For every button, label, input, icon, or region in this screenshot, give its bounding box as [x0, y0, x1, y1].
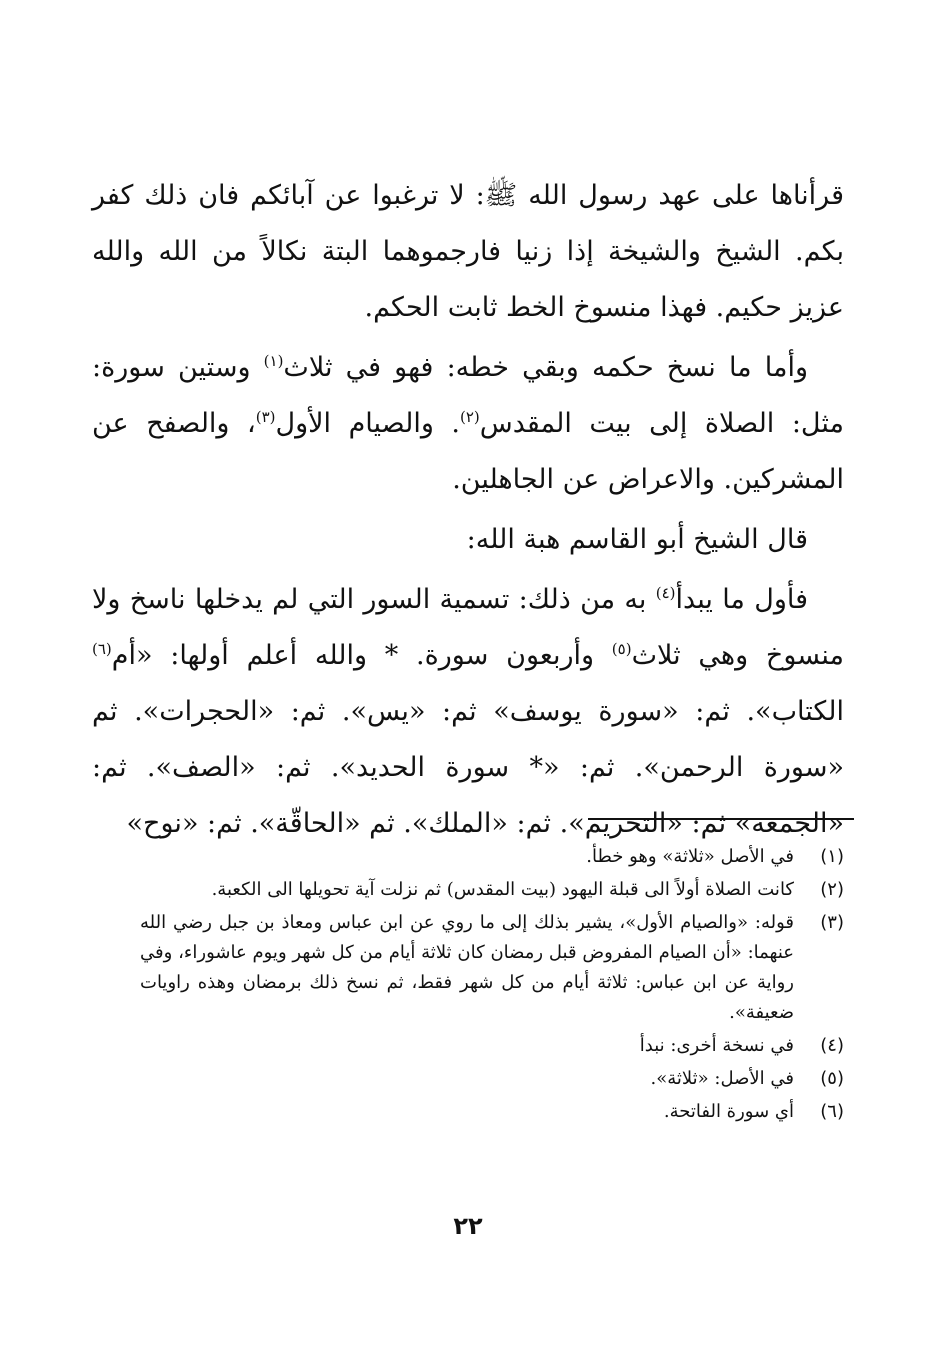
footnotes	[140, 842, 844, 1130]
footnote-marker: (١)	[263, 352, 284, 370]
footnote-number: (٤)	[820, 1035, 844, 1056]
footnote-marker: (٥)	[611, 640, 632, 658]
footnote-text: في الأصل: «ثلاثة».	[650, 1068, 794, 1089]
footnote-marker: (٢)	[459, 408, 480, 426]
paragraph: وأما ما نسخ حكمه وبقي خطه: فهو في ثلاث$^{(١)}$ وستين سورة: مثل: الصلاة إلى بيت المقدس$^{(٢)}$. والصيام الأول$^{(٣)}$، والصفح عن المشركين. والاعراض عن الجاهلين.	[92, 352, 844, 495]
footnote-separator	[588, 818, 854, 820]
footnote-marker: (٦)	[92, 640, 112, 658]
footnote-number: (٦)	[820, 1101, 844, 1122]
page-number: ٢٢	[453, 1212, 483, 1240]
footnote	[140, 1031, 844, 1061]
footnote-number: (٢)	[820, 879, 844, 900]
footnote	[140, 1097, 844, 1127]
footnote	[140, 1064, 844, 1094]
footnote-marker: (٣)	[255, 408, 276, 426]
footnote-number: (٥)	[820, 1068, 844, 1089]
paragraph: قال الشيخ أبو القاسم هبة الله:	[466, 524, 808, 555]
paragraph: قرأناها على عهد رسول الله ﷺ: لا ترغبوا عن آبائكم فان ذلك كفر بكم. الشيخ والشيخة إذا زنيا فارجموهما البتة نكالاً من الله والله عزيز حكيم. فهذا منسوخ الخط ثابت الحكم.	[92, 180, 844, 323]
footnote-text: قوله: «والصيام الأول»، يشير بذلك إلى ما روي عن ابن عباس ومعاذ بن جبل رضي الله عنهما: «أن الصيام المفروض قبل رمضان كان ثلاثة أيام من كل شهر ويوم عاشوراء، وفي رواية عن ابن عباس: ثلاثة أيام من كل شهر فقط، ثم نسخ ذلك برمضان وهذه راويات ضعيفة».	[140, 912, 794, 1023]
paragraph: فأول ما يبدأ$^{(٤)}$ به من ذلك: تسمية السور التي لم يدخلها ناسخ ولا منسوخ وهي ثلاث$^{(٥)}$ وأربعون سورة. * والله أعلم أولها: «أم$^{(٦)}$ الكتاب». ثم: «سورة يوسف» ثم: «يس». ثم: «الحجرات». ثم «سورة الرحمن». ثم: «* سورة الحديد». ثم: «الصف». ثم: «الجمعة» ثم: «التحريم». ثم: «الملك». ثم «الحاقّة». ثم: «نوح»	[92, 584, 844, 839]
footnote-text: في نسخة أخرى: نبدأ	[639, 1035, 794, 1056]
footnote	[140, 908, 844, 1028]
footnote-marker: (٤)	[655, 584, 676, 602]
footnote-text: في الأصل «ثلاثة» وهو خطأ.	[586, 846, 794, 867]
footnote-number: (١)	[820, 846, 844, 867]
footnote	[140, 842, 844, 872]
footnote-text: كانت الصلاة أولاً الى قبلة اليهود (بيت المقدس) ثم نزلت آية تحويلها الى الكعبة.	[211, 879, 794, 900]
main-text	[92, 168, 844, 852]
footnote-number: (٣)	[820, 912, 844, 933]
footnote-text: أي سورة الفاتحة.	[663, 1101, 794, 1122]
footnote	[140, 875, 844, 905]
